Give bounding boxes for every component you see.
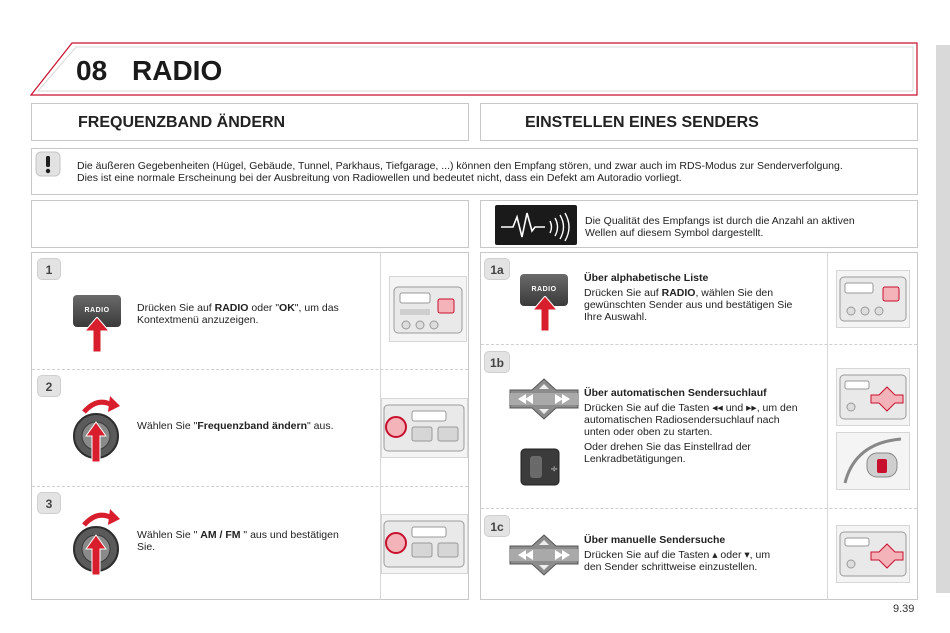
- notice-text: [77, 160, 907, 184]
- step-1a-text: [584, 272, 824, 323]
- tune-down-icon: ▾: [741, 549, 750, 561]
- step-3-badge: 3: [37, 492, 61, 514]
- step-1a-text-b: , wählen Sie den: [695, 287, 774, 299]
- radio-seek-thumbnail: [836, 368, 910, 426]
- step-1a-badge: 1a: [484, 258, 510, 280]
- step-1b-text-c: , um den: [756, 402, 798, 414]
- left-section-title: FREQUENZBAND ÄNDERN: [78, 114, 286, 131]
- radio-unit-illustration-1a: [837, 271, 909, 327]
- step-1-bold-radio: RADIO: [214, 302, 249, 314]
- radio-button-icon: RADIO: [73, 295, 121, 327]
- steering-control-icon: [520, 448, 560, 486]
- step-1c-text-a: Drücken Sie auf die Tasten: [584, 549, 713, 561]
- step-1b-line-4: Oder drehen Sie das Einstellrad der: [584, 441, 751, 453]
- radio-tune-thumbnail: [836, 525, 910, 583]
- svg-text:÷: ÷: [550, 464, 559, 475]
- step-2-text-b: " aus.: [307, 420, 334, 432]
- reception-waves-icon: [495, 205, 577, 245]
- radio-unit-illustration: [390, 277, 466, 341]
- step-3-text: [137, 529, 372, 553]
- step-1a-text-a: Drücken Sie auf: [584, 287, 662, 299]
- step-2-text-a: Wählen Sie ": [137, 420, 198, 432]
- step-1b-line-2: automatischen Radiosendersuchlauf nach: [584, 414, 780, 426]
- step-2-bold: Frequenzband ändern: [197, 420, 308, 432]
- step-1-badge: 1: [37, 258, 61, 280]
- chapter-title: RADIO: [132, 55, 223, 86]
- step-1-text-c: ", um das: [294, 302, 339, 314]
- press-arrow-icon: [84, 317, 110, 353]
- step-1b-heading: Über automatischen Sendersuchlauf: [584, 387, 767, 399]
- step-1c-text-b: oder: [720, 549, 742, 561]
- step-1c-heading: Über manuelle Sendersuche: [584, 534, 726, 546]
- step-1-bold-ok: OK: [279, 302, 295, 314]
- step-1-line-2: Kontextmenü anzuzeigen.: [137, 314, 259, 326]
- radio-knob-thumbnail: [381, 398, 468, 458]
- warning-icon: [35, 151, 61, 177]
- step-1c-line-2: den Sender schrittweise einzustellen.: [584, 561, 758, 573]
- tune-up-icon: ▴: [712, 549, 721, 561]
- seek-up-icon: ▸▸: [743, 402, 757, 414]
- step-2-badge: 2: [37, 375, 61, 397]
- step-1a-heading: Über alphabetische Liste: [584, 272, 709, 284]
- right-section-title: EINSTELLEN EINES SENDERS: [525, 114, 759, 131]
- seek-buttons-icon: [508, 378, 580, 420]
- manual-tune-buttons-icon: [508, 534, 580, 576]
- radio-knob-illustration-2: [382, 515, 467, 573]
- steering-wheel-thumbnail: [836, 432, 910, 490]
- step-1-text-a: Drücken Sie auf: [137, 302, 215, 314]
- radio-unit-thumbnail: [389, 276, 467, 342]
- step-1b-line-5: Lenkradbetätigungen.: [584, 453, 686, 465]
- step-1-text-b: oder ": [248, 302, 280, 314]
- radio-tune-illustration: [837, 526, 909, 582]
- notice-line-1: Die äußeren Gegebenheiten (Hügel, Gebäude, Tunnel, Parkhaus, Tiefgarage, ...) können den Empfang stören, und zwar auch im RDS-Modus zur Senderverfolgung.: [77, 160, 843, 172]
- step-1a-bold: RADIO: [661, 287, 696, 299]
- step-1-text: [137, 302, 372, 326]
- step-2-text: [137, 420, 372, 432]
- radio-knob-illustration: [382, 399, 467, 457]
- radio-knob-thumbnail-2: [381, 514, 468, 574]
- radio-button-icon-1a: RADIO: [520, 274, 568, 306]
- quality-line-1: Die Qualität des Empfangs ist durch die Anzahl an aktiven: [585, 215, 855, 227]
- step-1b-text: [584, 387, 824, 465]
- press-arrow-icon-1a: [532, 296, 558, 332]
- step-1b-text-a: Drücken Sie auf die Tasten: [584, 402, 713, 414]
- page-edge-tab: [936, 45, 950, 593]
- chapter-number: 08: [76, 55, 108, 86]
- step-3-text-a: Wählen Sie ": [137, 529, 201, 541]
- steering-wheel-illustration: [837, 433, 909, 489]
- rotary-knob-confirm-icon: [70, 503, 126, 579]
- left-spacer-box: [31, 200, 469, 248]
- page-number: 9.39: [893, 603, 915, 615]
- quality-text: [585, 215, 905, 239]
- step-1b-text-b: und: [725, 402, 744, 414]
- step-1b-badge: 1b: [484, 351, 510, 373]
- step-1b-line-3: unten oder oben zu starten.: [584, 426, 713, 438]
- quality-line-2: Wellen auf diesem Symbol dargestellt.: [585, 227, 764, 239]
- step-1a-line-3: Ihre Auswahl.: [584, 311, 648, 323]
- seek-down-icon: ◂◂: [712, 402, 726, 414]
- notice-line-2: Dies ist eine normale Erscheinung bei der Ausbreitung von Radiowellen und bedeutet nicht, dass ein Defekt am Autoradio vorliegt.: [77, 172, 682, 184]
- rotary-knob-icon: [70, 390, 126, 466]
- step-3-bold: AM / FM: [200, 529, 241, 541]
- step-3-line-2: Sie.: [137, 541, 156, 553]
- step-3-text-b: " aus und bestätigen: [240, 529, 339, 541]
- step-1c-badge: 1c: [484, 515, 510, 537]
- step-1c-text: [584, 534, 824, 573]
- radio-seek-illustration: [837, 369, 909, 425]
- step-1c-text-c: , um: [749, 549, 771, 561]
- radio-unit-thumbnail-1a: [836, 270, 910, 328]
- step-1a-line-2: gewünschten Sender aus und bestätigen Sie: [584, 299, 793, 311]
